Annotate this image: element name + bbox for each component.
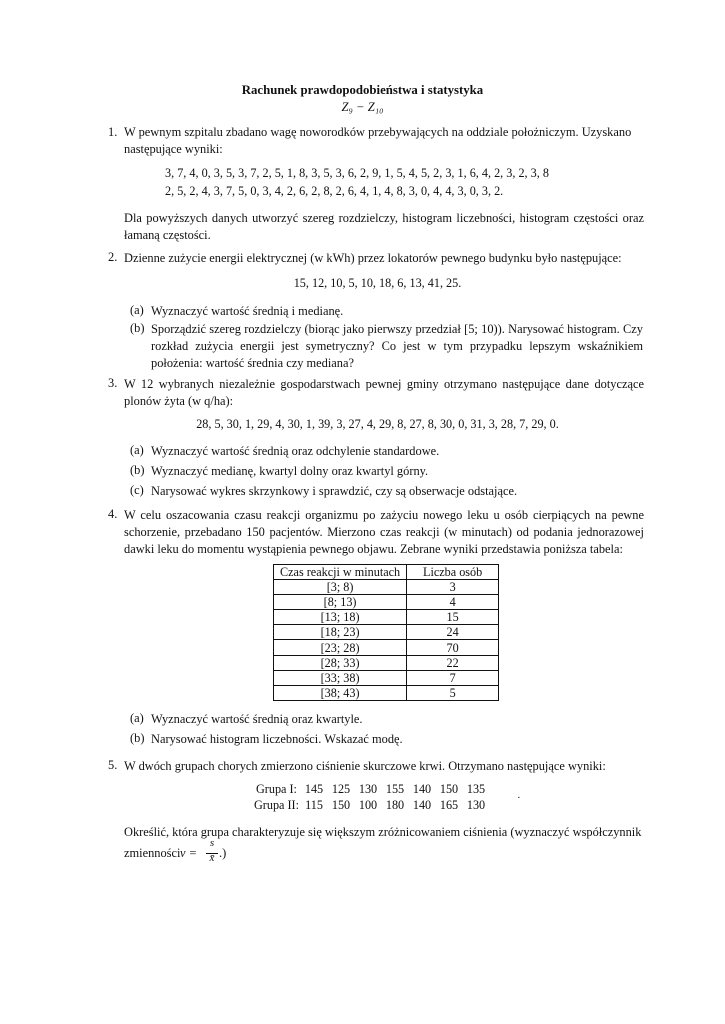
problem-1-number: 1. xyxy=(108,125,118,139)
formula-lhs: v = xyxy=(180,846,197,860)
group-1-value: 150 xyxy=(439,782,459,796)
problem-4a-text: Wyznaczyć wartość średnią oraz kwartyle. xyxy=(151,712,363,726)
table-header-count: Liczba osób xyxy=(407,565,499,580)
group-2-value: 115 xyxy=(305,798,323,812)
group-1-value: 135 xyxy=(466,782,486,796)
group-2-value: 140 xyxy=(412,798,432,812)
group-1-value: 130 xyxy=(358,782,378,796)
problem-1-text-line1: W pewnym szpitalu zbadano wagę noworodków przebywających na oddziale położniczym. Uzyskano xyxy=(124,125,632,139)
table-cell-interval: [28; 33) xyxy=(274,655,407,670)
problem-2-number: 2. xyxy=(108,250,118,264)
document-subtitle: Z₉ − Z₁₀ xyxy=(341,100,384,114)
problem-2a-text: Wyznaczyć wartość średnią i medianę. xyxy=(151,304,344,318)
problem-3c-label: (c) xyxy=(130,483,144,497)
task-line2-prefix: zmienności xyxy=(124,846,181,860)
problem-4a-label: (a) xyxy=(130,711,144,725)
table-cell-count: 15 xyxy=(407,610,499,625)
problem-3-text: W 12 wybranych niezależnie gospodarstwach pewnej gminy otrzymano następujące dane dotyczące plonów żyta (w q/ha): xyxy=(124,377,644,408)
problem-3a-text: Wyznaczyć wartość średnią oraz odchylenie standardowe. xyxy=(151,444,440,458)
problem-5-task-line1: Określić, która grupa charakteryzuje się większym zróżnicowaniem ciśnienia (wyznaczyć współczynnik xyxy=(124,825,642,839)
reaction-time-table xyxy=(273,564,499,701)
table-cell-count: 4 xyxy=(407,595,499,610)
table-cell-interval: [23; 28) xyxy=(274,640,407,655)
problem-1-data-line1: 3, 7, 4, 0, 3, 5, 3, 7, 2, 5, 1, 8, 3, 5, 3, 6, 2, 9, 1, 5, 4, 5, 2, 3, 1, 6, 4, 2, 3, 2, 3, 8 xyxy=(165,166,549,180)
problem-3a-label: (a) xyxy=(130,443,144,457)
group-1-value: 140 xyxy=(412,782,432,796)
group-2-value: 180 xyxy=(385,798,405,812)
table-cell-count: 70 xyxy=(407,640,499,655)
group-2-label: Grupa II: xyxy=(254,798,300,812)
group-2-value: 150 xyxy=(331,798,351,812)
group-1-value: 145 xyxy=(304,782,324,796)
table-row xyxy=(274,610,499,625)
group-2-value: 130 xyxy=(466,798,486,812)
problem-5-number: 5. xyxy=(108,758,118,772)
table-row xyxy=(274,655,499,670)
group-1-value: 155 xyxy=(385,782,405,796)
problem-1-data-line2: 2, 5, 2, 4, 3, 7, 5, 0, 3, 4, 2, 6, 2, 8, 2, 6, 4, 1, 4, 8, 3, 0, 4, 4, 3, 0, 3, 2. xyxy=(165,184,504,198)
table-cell-interval: [13; 18) xyxy=(274,610,407,625)
table-cell-interval: [18; 23) xyxy=(274,625,407,640)
group-1-label: Grupa I: xyxy=(256,782,297,796)
table-row xyxy=(274,625,499,640)
group-2-value: 165 xyxy=(439,798,459,812)
formula-numerator: s xyxy=(209,837,215,849)
problem-3-data: 28, 5, 30, 1, 29, 4, 30, 1, 39, 3, 27, 4, 29, 8, 27, 8, 30, 0, 31, 3, 28, 7, 29, 0. xyxy=(196,417,559,431)
table-cell-count: 22 xyxy=(407,655,499,670)
group-1-value: 125 xyxy=(331,782,351,796)
problem-2b-text: Sporządzić szereg rozdzielczy (biorąc jako pierwszy przedział [5; 10)). Narysować histogram. Czy rozkład zużycia energii jest symetryczny? Co jest w tym przypadku lepszym wskaźnikiem położenia: wartość średnia czy mediana? xyxy=(151,322,643,370)
problem-4b-label: (b) xyxy=(130,731,145,745)
problem-4-text: W celu oszacowania czasu reakcji organizmu po zażyciu nowego leku u osób cierpiących na pewne schorzenie, przebadano 150 pacjentów. Mierzono czas reakcji (w minutach) od podania jednorazowej dawki leku do momentu wystąpienia pewnego objawu. Zebrane wyniki przedstawia poniższa tabela: xyxy=(124,508,644,556)
table-cell-count: 3 xyxy=(407,580,499,595)
problem-2a-label: (a) xyxy=(130,303,144,317)
problem-2-text: Dzienne zużycie energii elektrycznej (w kWh) przez lokatorów pewnego budynku było następujące: xyxy=(124,251,622,265)
table-cell-interval: [3; 8) xyxy=(274,580,407,595)
problem-1-text-line2: następujące wyniki: xyxy=(124,142,223,156)
table-header-row xyxy=(274,565,499,580)
problem-1-task: Dla powyższych danych utworzyć szereg rozdzielczy, histogram liczebności, histogram częstości oraz łamaną częstości. xyxy=(124,211,644,242)
problem-3b-label: (b) xyxy=(130,463,145,477)
table-cell-interval: [8; 13) xyxy=(274,595,407,610)
table-cell-count: 5 xyxy=(407,685,499,700)
formula-denominator: x̄ xyxy=(209,852,215,864)
table-row xyxy=(274,580,499,595)
group-1-row xyxy=(0,782,725,798)
problem-3b-text: Wyznaczyć medianę, kwartyl dolny oraz kwartyl górny. xyxy=(151,464,429,478)
table-cell-interval: [33; 38) xyxy=(274,670,407,685)
table-row xyxy=(274,595,499,610)
table-row xyxy=(274,685,499,700)
table-row xyxy=(274,640,499,655)
formula-suffix: .) xyxy=(219,846,227,860)
problem-4b-text: Narysować histogram liczebności. Wskazać modę. xyxy=(151,732,403,746)
problem-2-data: 15, 12, 10, 5, 10, 18, 6, 13, 41, 25. xyxy=(293,276,462,290)
group-2-value: 100 xyxy=(358,798,378,812)
table-row xyxy=(274,670,499,685)
problem-4-number: 4. xyxy=(108,507,118,521)
problem-5-text: W dwóch grupach chorych zmierzono ciśnienie skurczowe krwi. Otrzymano następujące wyniki: xyxy=(124,759,606,773)
table-header-time: Czas reakcji w minutach xyxy=(274,565,407,580)
trailing-mark: · xyxy=(517,792,521,804)
problem-3c-text: Narysować wykres skrzynkowy i sprawdzić, czy są obserwacje odstające. xyxy=(151,484,518,498)
problem-2b-label: (b) xyxy=(130,321,145,335)
document-title: Rachunek prawdopodobieństwa i statystyka xyxy=(241,83,484,97)
table-cell-count: 24 xyxy=(407,625,499,640)
group-2-row xyxy=(0,792,725,814)
table-cell-interval: [38; 43) xyxy=(274,685,407,700)
problem-3-number: 3. xyxy=(108,376,118,390)
table-cell-count: 7 xyxy=(407,670,499,685)
